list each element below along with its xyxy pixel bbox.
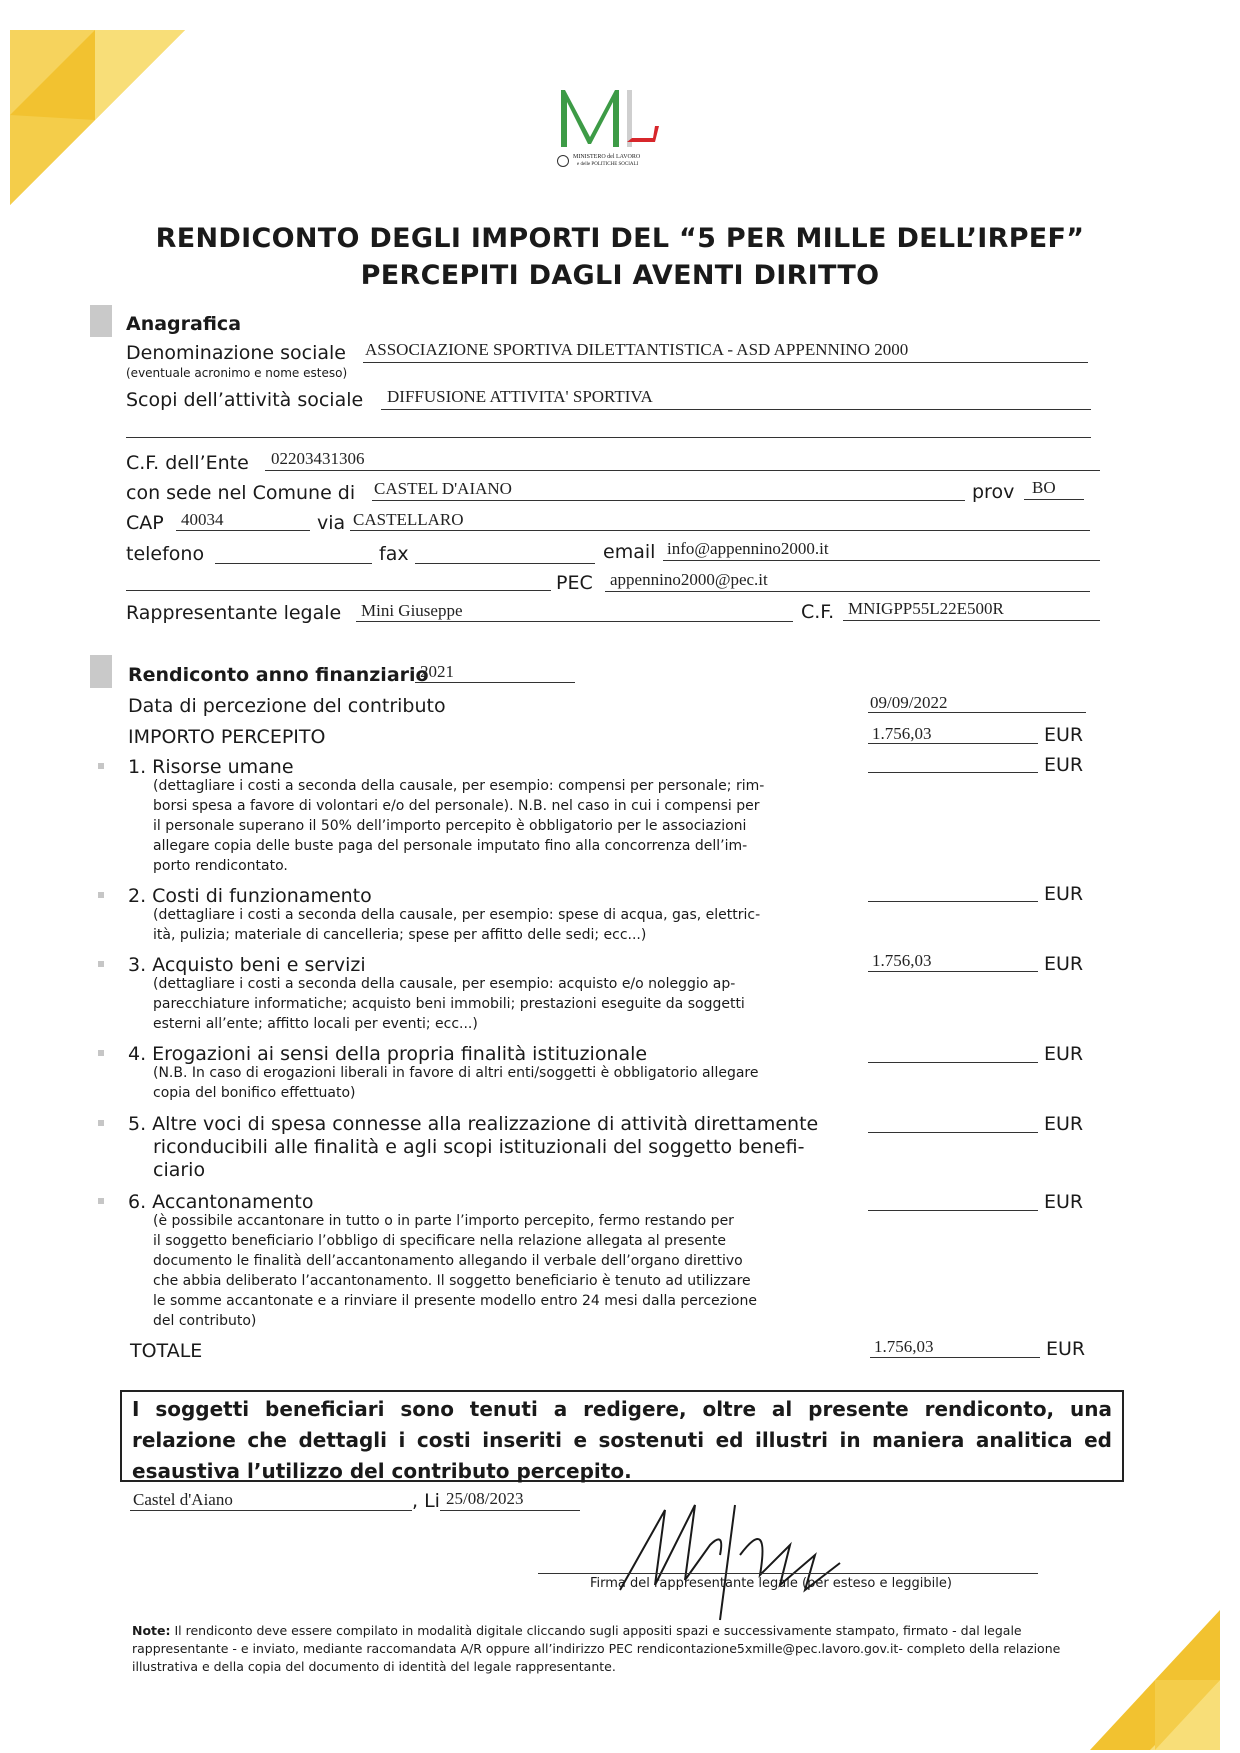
prov-value[interactable]: BO [1032,478,1056,497]
item-1-desc-3: il personale superano il 50% dell’importo percepito è obbligatorio per le associazioni [153,818,747,834]
item-4-desc-2: copia del bonifico effettuato) [153,1085,356,1101]
cf-underline [265,470,1100,471]
item-6-desc-5: le somme accantonate e a rinviare il presente modello entro 24 mesi dalla percezione [153,1293,757,1309]
item-1-desc-1: (dettagliare i costi a seconda della causale, per esempio: compensi per personale; rim- [153,778,765,794]
item-4-title: 4. Erogazioni ai sensi della propria finalità istituzionale [128,1043,648,1065]
sede-label: con sede nel Comune di [126,482,356,504]
item-6-desc-4: che abbia deliberato l’accantonamento. Il soggetto beneficiario è tenuto ad utilizzare [153,1273,751,1289]
totale-value[interactable]: 1.756,03 [874,1337,934,1356]
anagrafica-heading: Anagrafica [126,313,242,335]
item-2-currency: EUR [1044,883,1084,905]
denominazione-hint: (eventuale acronimo e nome esteso) [126,366,348,380]
rappresentante-underline [356,621,793,622]
data-percezione-underline [868,712,1086,713]
anno-underline [415,682,575,683]
pec-underline [605,591,1090,592]
firma-label: Firma del rappresentante legale (per esteso e leggibile) [590,1576,952,1591]
rapp-cf-underline [843,620,1100,621]
item-2-desc-2: ità, pulizia; materiale di cancelleria; spese per affitto delle sedi; ecc...) [153,927,647,943]
email-label: email [603,541,656,563]
signature-underline [538,1573,1038,1574]
signature [600,1485,900,1625]
corner-decoration-bottom-right [1090,1600,1240,1753]
denominazione-value[interactable]: ASSOCIAZIONE SPORTIVA DILETTANTISTICA - ASD APPENNINO 2000 [365,340,909,359]
notice-text: I soggetti beneficiari sono tenuti a redigere, oltre al presente rendiconto, una relazione che dettagli i costi inseriti e sostenuti ed illustri in maniera analitica ed esaustiva l’utilizzo del contributo percepito. [132,1397,1112,1483]
item-bullet [98,1120,104,1126]
data-percezione-value[interactable]: 09/09/2022 [870,693,948,712]
item-3-value-underline [868,971,1038,972]
sede-underline [372,500,965,501]
item-6-desc-2: il soggetto beneficiario l’obbligo di specificare nella relazione allegata al presente [153,1233,726,1249]
item-3-desc-2: parecchiature informatiche; acquisto beni immobili; prestazioni eseguite da soggetti [153,996,745,1012]
item-3-desc-1: (dettagliare i costi a seconda della causale, per esempio: acquisto e/o noleggio ap- [153,976,736,992]
fax-underline[interactable] [415,563,595,564]
item-6-desc-6: del contributo) [153,1313,257,1329]
corner-decoration-top-left [0,25,190,215]
cap-value[interactable]: 40034 [181,510,224,529]
blank-underline [126,590,551,591]
rappresentante-value[interactable]: Mini Giuseppe [361,601,463,620]
item-5-title-2: riconducibili alle finalità e agli scopi istituzionali del soggetto benefi- [153,1136,805,1158]
item-1-desc-2: borsi spesa a favore di volontari e/o del personale). N.B. nel caso in cui i compensi per [153,798,760,814]
li-label: , Li [412,1490,440,1512]
importo-currency: EUR [1044,724,1084,746]
importo-underline [868,743,1038,744]
item-bullet [98,961,104,967]
item-bullet [98,1050,104,1056]
cf-value[interactable]: 02203431306 [271,449,365,468]
cap-underline [176,530,310,531]
denominazione-label: Denominazione sociale [126,342,346,364]
data-percezione-label: Data di percezione del contributo [128,695,446,717]
prov-underline [1024,499,1084,500]
item-4-currency: EUR [1044,1043,1084,1065]
item-5-title-1: 5. Altre voci di spesa connesse alla realizzazione di attività direttamente [128,1113,819,1135]
item-1-desc-4: allegare copia delle buste paga del personale imputato fino alla concorrenza dell’im- [153,838,748,854]
via-value[interactable]: CASTELLARO [353,510,464,529]
ministry-logo [555,82,675,172]
scopi-value[interactable]: DIFFUSIONE ATTIVITA' SPORTIVA [387,387,653,406]
footnote [132,1622,1110,1676]
importo-value[interactable]: 1.756,03 [872,724,932,743]
rendiconto-heading: Rendiconto anno finanziario [128,664,429,686]
denominazione-underline [363,362,1088,363]
item-6-desc-1: (è possibile accantonare in tutto o in parte l’importo percepito, fermo restando per [153,1213,734,1229]
item-6-desc-3: documento le finalità dell’accantonamento allegando il verbale dell’organo direttivo [153,1253,743,1269]
item-5-currency: EUR [1044,1113,1084,1135]
item-6-title: 6. Accantonamento [128,1191,314,1213]
anno-value[interactable]: 2021 [420,662,454,681]
item-3-desc-3: esterni all’ente; affitto locali per eventi; ecc...) [153,1016,478,1032]
item-bullet [98,1198,104,1204]
sede-value[interactable]: CASTEL D'AIANO [374,479,512,498]
item-bullet [98,763,104,769]
luogo-underline [130,1510,412,1511]
notice-box [120,1390,1124,1482]
item-2-title: 2. Costi di funzionamento [128,885,372,907]
email-underline [663,560,1100,561]
rappresentante-label: Rappresentante legale [126,602,342,624]
item-6-value-underline[interactable] [868,1210,1038,1211]
data-firma-underline [440,1510,580,1511]
logo-caption-1: MINISTERO del LAVORO [573,154,641,160]
telefono-underline[interactable] [215,563,372,564]
pec-value[interactable]: appennino2000@pec.it [610,570,768,589]
pec-label: PEC [556,572,593,594]
item-3-currency: EUR [1044,953,1084,975]
cap-label: CAP [126,512,164,534]
email-value[interactable]: info@appennino2000.it [667,539,829,558]
item-1-value-underline[interactable] [868,772,1038,773]
cf-label: C.F. dell’Ente [126,452,249,474]
via-label: via [317,512,346,534]
section-marker [90,305,112,337]
prov-label: prov [972,481,1015,503]
page-title-line1: RENDICONTO DEGLI IMPORTI DEL “5 PER MILLE DELL’IRPEF” [155,223,1085,254]
item-2-desc-1: (dettagliare i costi a seconda della causale, per esempio: spese di acqua, gas, elettric- [153,907,761,923]
item-3-title: 3. Acquisto beni e servizi [128,954,366,976]
item-2-value-underline[interactable] [868,901,1038,902]
section-marker [90,655,112,688]
scopi-underline-2 [126,437,1091,438]
via-underline [350,530,1090,531]
scopi-underline [381,409,1091,410]
item-1-desc-5: porto rendicontato. [153,858,288,874]
item-4-desc-1: (N.B. In caso di erogazioni liberali in favore di altri enti/soggetti è obbligatorio allegare [153,1065,759,1081]
item-4-value-underline[interactable] [868,1062,1038,1063]
logo-emblem-icon [557,155,569,167]
totale-currency: EUR [1046,1338,1086,1360]
luogo-value[interactable]: Castel d'Aiano [133,1490,233,1509]
ml-logo-icon [555,82,665,152]
item-bullet [98,892,104,898]
fax-label: fax [379,543,409,565]
footnote-text: Il rendiconto deve essere compilato in modalità digitale cliccando sugli appositi spazi e successivamente stampato, firmato - dal legale rappresentante - e inviato, mediante raccomandata A/R oppure all’indirizzo PEC rendicontazione5xmille@pec.lavoro.gov.it- completo della relazione illustrativa e della copia del documento di identità del legale rappresentante. [132,1623,1061,1674]
item-6-currency: EUR [1044,1191,1084,1213]
rapp-cf-label: C.F. [801,601,835,623]
telefono-label: telefono [126,543,205,565]
data-firma-value[interactable]: 25/08/2023 [446,1489,524,1508]
item-3-value[interactable]: 1.756,03 [872,951,932,970]
footnote-label: Note: [132,1623,171,1638]
totale-label: TOTALE [130,1340,203,1362]
item-1-title: 1. Risorse umane [128,756,294,778]
importo-label: IMPORTO PERCEPITO [128,726,326,748]
item-5-title-3: ciario [153,1159,206,1181]
totale-underline [870,1357,1040,1358]
page-title-line2: PERCEPITI DAGLI AVENTI DIRITTO [360,260,880,291]
item-1-currency: EUR [1044,754,1084,776]
rapp-cf-value[interactable]: MNIGPP55L22E500R [848,599,1004,618]
item-5-value-underline[interactable] [868,1132,1038,1133]
scopi-label: Scopi dell’attività sociale [126,389,364,411]
logo-caption-2: e delle POLITICHE SOCIALI [577,162,639,167]
